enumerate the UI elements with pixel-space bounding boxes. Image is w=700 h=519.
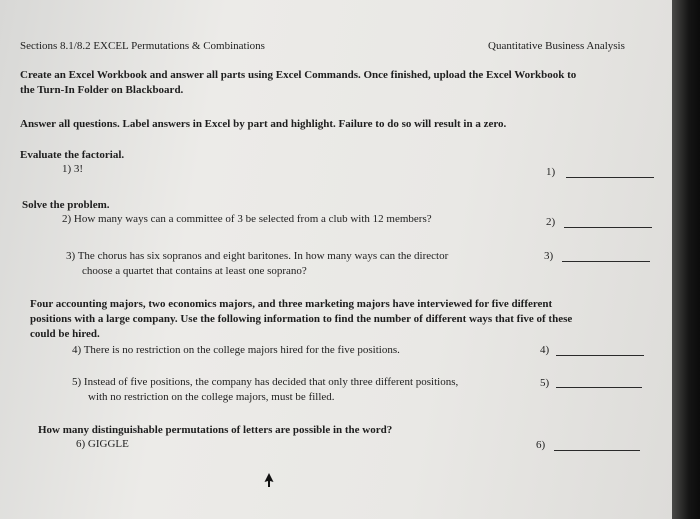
answer-label-2: 2) xyxy=(546,216,556,228)
answer-label-1: 1) xyxy=(546,166,556,178)
question-5-line-2: with no restriction on the college majors, must be filled. xyxy=(88,391,335,403)
intro-line-1: Create an Excel Workbook and answer all parts using Excel Commands. Once finished, upload the Excel Workbook to xyxy=(20,69,577,81)
question-3-line-2: choose a quartet that contains at least one soprano? xyxy=(82,265,307,277)
scenario-paragraph-line-1: Four accounting majors, two economics majors, and three marketing majors have interviewed for five different xyxy=(30,298,553,310)
answer-label-3: 3) xyxy=(544,250,554,262)
section-heading-permutations: How many distinguishable permutations of letters are possible in the word? xyxy=(38,424,393,436)
instruction-text: Answer all questions. Label answers in Excel by part and highlight. Failure to do so will result in a zero. xyxy=(20,118,507,130)
answer-blank-2 xyxy=(564,227,652,228)
answer-blank-4 xyxy=(556,355,644,356)
answer-label-5: 5) xyxy=(540,377,550,389)
page-shadow-edge xyxy=(672,0,700,519)
section-heading-solve: Solve the problem. xyxy=(22,199,110,211)
question-6-text: 6) GIGGLE xyxy=(76,438,129,450)
mouse-cursor-icon xyxy=(264,473,274,487)
question-5-line-1: 5) Instead of five positions, the company has decided that only three different positions, xyxy=(72,376,459,388)
answer-label-6: 6) xyxy=(536,439,546,451)
answer-blank-3 xyxy=(562,261,650,262)
answer-blank-5 xyxy=(556,387,642,388)
question-2-text: 2) How many ways can a committee of 3 be selected from a club with 12 members? xyxy=(62,213,432,225)
answer-label-4: 4) xyxy=(540,344,550,356)
section-heading-factorial: Evaluate the factorial. xyxy=(20,149,125,161)
intro-line-2: the Turn-In Folder on Blackboard. xyxy=(20,84,184,96)
scenario-paragraph-line-2: positions with a large company. Use the following information to find the number of different ways that five of these xyxy=(30,313,573,325)
scenario-paragraph-line-3: could be hired. xyxy=(30,328,100,340)
header-right-course: Quantitative Business Analysis xyxy=(488,40,625,52)
question-1-text: 1) 3! xyxy=(62,163,84,175)
answer-blank-1 xyxy=(566,177,654,178)
header-left-title: Sections 8.1/8.2 EXCEL Permutations & Combinations xyxy=(20,40,265,52)
question-3-line-1: 3) The chorus has six sopranos and eight baritones. In how many ways can the director xyxy=(66,250,449,262)
answer-blank-6 xyxy=(554,450,640,451)
question-4-text: 4) There is no restriction on the college majors hired for the five positions. xyxy=(72,344,400,356)
